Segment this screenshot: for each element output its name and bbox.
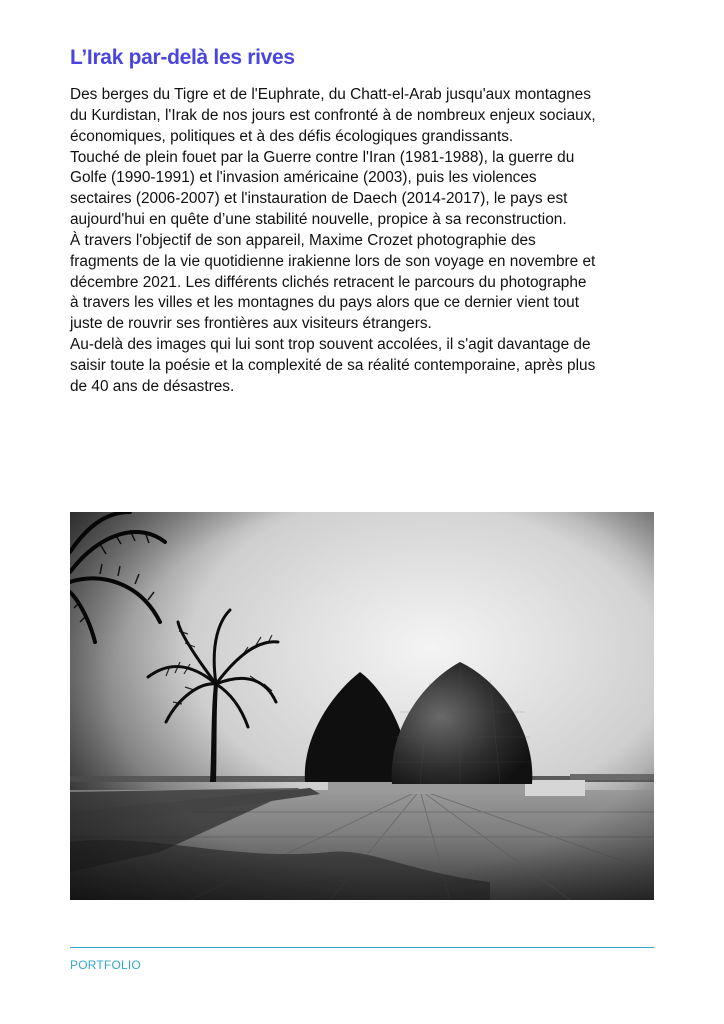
body-line: de 40 ans de désastres. — [70, 377, 235, 395]
body-line: saisir toute la poésie et la complexité de sa réalité contemporaine, après plus — [70, 356, 596, 374]
page-title: L’Irak par-delà les rives — [70, 46, 295, 69]
footer-divider — [70, 947, 654, 948]
body-line: fragments de la vie quotidienne irakienne lors de son voyage en novembre et — [70, 252, 596, 270]
body-line: juste de rouvrir ses frontières aux visiteurs étrangers. — [70, 315, 432, 333]
body-line: économiques, politiques et à des défis écologiques grandissants. — [70, 127, 514, 145]
body-line: décembre 2021. Les différents clichés retracent le parcours du photographe — [70, 273, 587, 291]
body-line: Des berges du Tigre et de l'Euphrate, du Chatt-el-Arab jusqu'aux montagnes — [70, 86, 591, 103]
body-line: sectaires (2006-2007) et l'instauration de Daech (2014-2017), le pays est — [70, 190, 568, 208]
monument-photo — [70, 512, 654, 900]
body-line: Au-delà des images qui lui sont trop souvent accolées, il s'agit davantage de — [70, 336, 591, 354]
body-line: aujourd'hui en quête d’une stabilité nouvelle, propice à sa reconstruction. — [70, 211, 567, 229]
article-body — [70, 85, 658, 398]
body-line: du Kurdistan, l'Irak de nos jours est confronté à de nombreux enjeux sociaux, — [70, 106, 596, 124]
monument-photo-illustration — [70, 512, 654, 900]
footer-label: PORTFOLIO — [70, 958, 141, 972]
body-line: à travers les villes et les montagnes du pays alors que ce dernier vient tout — [70, 294, 580, 312]
body-line: À travers l'objectif de son appareil, Maxime Crozet photographie des — [70, 231, 536, 249]
body-line: Touché de plein fouet par la Guerre contre l'Iran (1981-1988), la guerre du — [70, 148, 575, 166]
body-line: Golfe (1990-1991) et l'invasion américaine (2003), puis les violences — [70, 169, 537, 187]
